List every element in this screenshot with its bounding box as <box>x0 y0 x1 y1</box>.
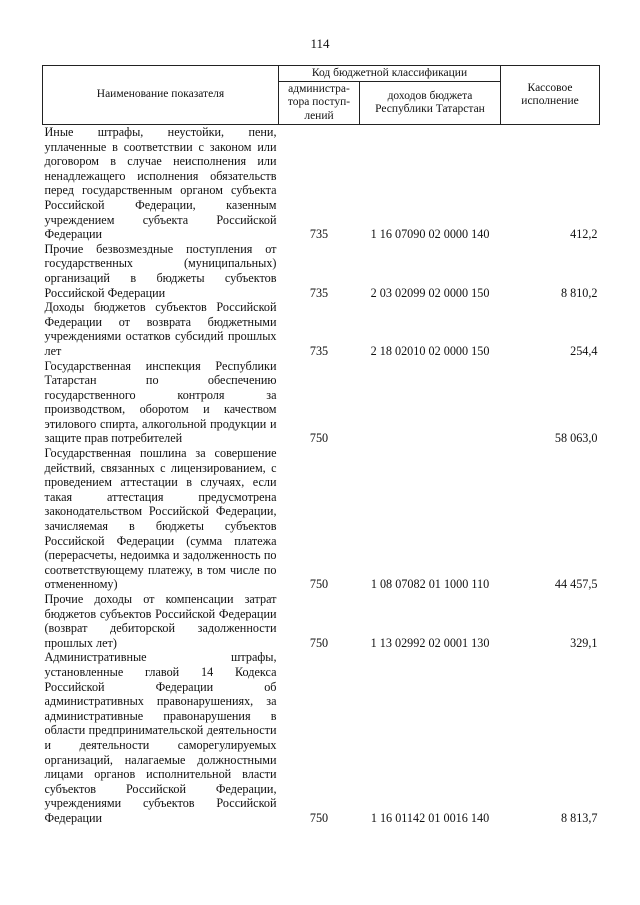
budget-table <box>42 65 600 826</box>
row-amount: 412,2 <box>570 227 598 242</box>
table-row <box>43 242 600 300</box>
row-admin-code: 735 <box>309 285 329 300</box>
row-classification-code: 1 13 02992 02 0001 130 <box>370 635 490 650</box>
row-name: Прочие доходы от компенсации затрат бюджетов субъектов Российской Федерации (возврат дебиторской задолженности прошлых лет) <box>44 592 277 650</box>
table-row <box>43 359 600 447</box>
row-admin-code: 735 <box>309 343 329 358</box>
table-row <box>43 300 600 358</box>
header-revenue-code: доходов бюджета Республики Татарстан <box>360 82 501 125</box>
row-classification-code: 1 16 01142 01 0016 140 <box>370 810 490 825</box>
table-row <box>43 125 600 242</box>
page-number: 114 <box>310 36 330 51</box>
row-amount: 8 810,2 <box>560 285 598 300</box>
row-classification-code: 2 18 02010 02 0000 150 <box>370 343 490 358</box>
row-name: Иные штрафы, неустойки, пени, уплаченные в соответствии с законом или договором в случае неисполнения или ненадлежащего исполнения обязательств перед государственным органом субъекта Российской Федерации, казенным учреждением субъекта Российской Федерации <box>44 125 277 242</box>
table-row <box>43 446 600 592</box>
row-amount: 329,1 <box>570 635 598 650</box>
table-row <box>43 650 600 825</box>
row-name: Государственная инспекция Республики Татарстан по обеспечению государственного контроля за производством, оборотом и качеством этилового спирта, алкогольной продукции и защите прав потребителей <box>44 358 277 446</box>
row-classification-code: 1 08 07082 01 1000 110 <box>370 577 490 592</box>
header-code-group: Код бюджетной классификации <box>279 66 501 82</box>
row-admin-code: 750 <box>309 577 329 592</box>
row-name: Государственная пошлина за совершение действий, связанных с лицензированием, с проведением аттестации в случаях, если такая аттестация предусмотрена законодательством Российской Федерации, зачисляемая в бюджеты субъектов Российской Федерации (сумма платежа (перерасчеты, недоимка и задолженность по соответствующему платежу, в том числе по отмененному) <box>44 446 277 592</box>
row-name: Доходы бюджетов субъектов Российской Федерации от возврата бюджетными учреждениями остатков субсидий прошлых лет <box>44 300 277 358</box>
row-admin-code: 735 <box>309 227 329 242</box>
header-name: Наименование показателя <box>43 66 279 125</box>
row-admin-code: 750 <box>309 431 329 446</box>
row-classification-code: 2 03 02099 02 0000 150 <box>370 285 490 300</box>
row-admin-code: 750 <box>309 810 329 825</box>
row-amount: 254,4 <box>570 343 598 358</box>
table-row <box>43 592 600 650</box>
row-name: Прочие безвозмездные поступления от государственных (муниципальных) организаций в бюджеты субъектов Российской Федерации <box>44 241 277 300</box>
row-name: Административные штрафы, установленные главой 14 Кодекса Российской Федерации об административных правонарушениях, за административные правонарушения в области предпринимательской деятельности и деятельности саморегулируемых организаций, налагаемые должностными лицами органов исполнительной власти субъектов Российской Федерации, учреждениями субъектов Российской Федерации <box>44 650 277 825</box>
row-amount: 58 063,0 <box>554 431 598 446</box>
row-classification-code: 1 16 07090 02 0000 140 <box>370 227 490 242</box>
header-amount: Кассовое исполнение <box>501 66 600 125</box>
row-classification-code <box>360 359 501 447</box>
row-amount: 8 813,7 <box>560 810 598 825</box>
row-amount: 44 457,5 <box>554 577 598 592</box>
row-admin-code: 750 <box>309 635 329 650</box>
header-admin: администра-тора поступ-лений <box>279 82 360 125</box>
